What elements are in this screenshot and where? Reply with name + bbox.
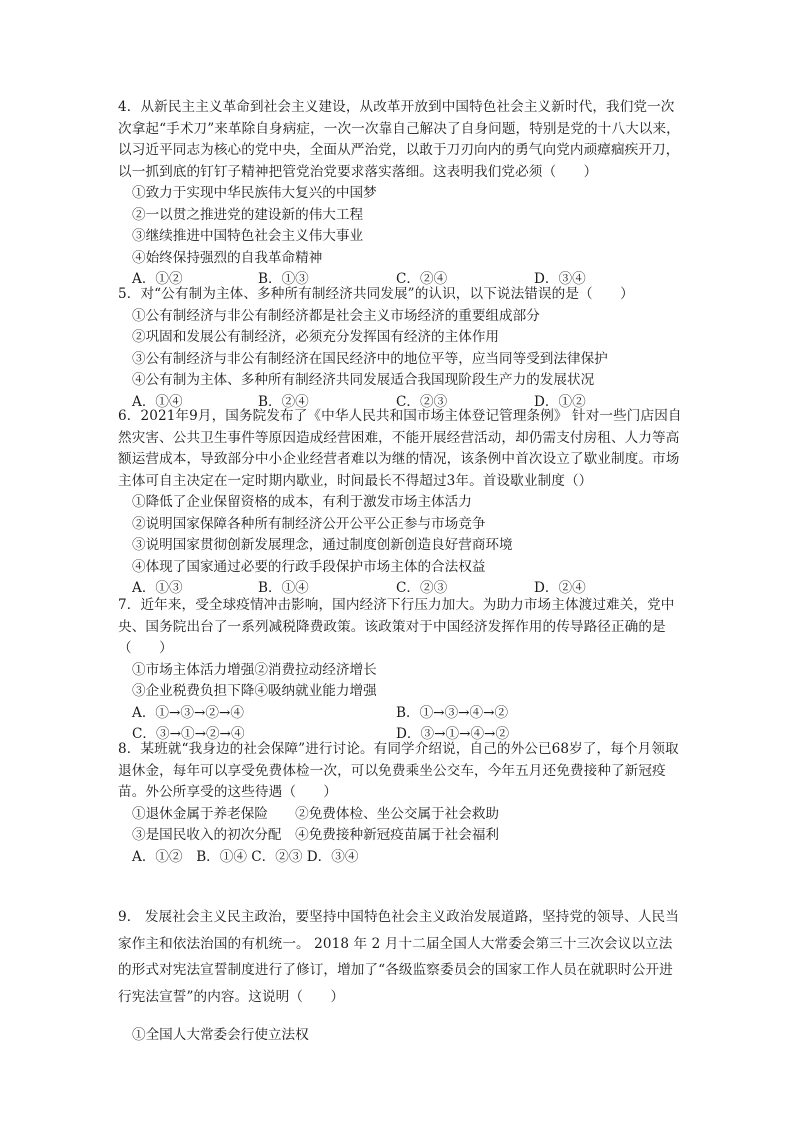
statement-item: ④体现了国家通过必要的行政手段保护市场主体的合法权益 xyxy=(132,558,486,575)
answer-options[interactable]: A．①② B．①④ C．②③ D．③④ xyxy=(132,848,359,865)
question-stem: 8．某班就“我身边的社会保障”进行讨论。有同学介绍说，自己的外公已68岁了，每个月领取退休金，每年可以享受免费体检一次，可以免费乘坐公交车，今年五月还免费接种了新冠疫苗。外公所享受的这些待遇（ ） xyxy=(118,741,679,800)
statement-item: ②巩固和发展公有制经济，必须充分发挥国有经济的主体作用 xyxy=(132,329,500,345)
option-b[interactable]: B．②④ xyxy=(258,393,309,410)
question-7 xyxy=(118,595,684,745)
answer-options xyxy=(118,703,684,724)
option-d[interactable]: D．③→①→④→② xyxy=(396,725,510,742)
question-stem: 6．2021年9月，国务院发布了《中华人民共和国市场主体登记管理条例》 针对一些门店因自然灾害、公共卫生事件等原因造成经营困难，不能开展经营活动，却仍需支付房租、人力等高额运营成本，导致部分中小企业经营者难以为继的情况，该条例中首次设立了歇业制度。市场主体可自主决定在一定时期内歇业，时间最长不得超过3年。首设歇业制度（） xyxy=(118,408,682,489)
statement-item: ①全国人大常委会行使立法权 xyxy=(132,1027,309,1043)
statement-item: ①公有制经济与非公有制经济都是社会主义市场经济的重要组成部分 xyxy=(132,307,540,324)
statement-item: ③公有制经济与非公有制经济在国民经济中的地位平等，应当同等受到法律保护 xyxy=(132,350,608,367)
question-9 xyxy=(118,904,684,1049)
option-b[interactable]: B．①→③→④→② xyxy=(396,704,509,721)
question-8 xyxy=(118,739,684,868)
question-stem: 4．从新民主主义革命到社会主义建设，从改革开放到中国特色社会主义新时代，我们党一次次拿起“手术刀”来革除自身病症，一次一次靠自己解决了自身问题，特别是党的十八大以来，以习近平同志为核心的党中央，全面从严治党，以敢于刀刃向内的勇气向党内顽瘴痼疾开刀，以一抓到底的钉钉子精神把管党治党要求落实落细。这表明我们党必须（ ） xyxy=(118,99,680,180)
option-c[interactable]: C．③→①→②→④ xyxy=(132,725,245,742)
option-a[interactable]: A．①④ xyxy=(132,393,183,410)
question-stem: 5．对“公有制为主体、多种所有制经济共同发展”的认识，以下说法错误的是（ ） xyxy=(118,286,634,302)
statement-item: ②说明国家保障各种所有制经济公开公平公正参与市场竞争 xyxy=(132,515,486,532)
option-d[interactable]: D．①② xyxy=(534,393,586,410)
option-b[interactable]: B．①④ xyxy=(258,580,309,596)
option-a[interactable]: A．①→③→②→④ xyxy=(132,704,244,721)
question-5 xyxy=(118,284,684,413)
option-a[interactable]: A．①② xyxy=(132,271,183,287)
statement-item: ②一以贯之推进党的建设新的伟大工程 xyxy=(132,206,364,223)
option-d[interactable]: D．②④ xyxy=(534,580,586,596)
statement-item: ①降低了企业保留资格的成本，有利于激发市场主体活力 xyxy=(132,494,472,510)
option-a[interactable]: A．①③ xyxy=(132,580,183,596)
question-4 xyxy=(118,97,684,291)
statement-item: ③继续推进中国特色社会主义伟大事业 xyxy=(132,228,364,244)
statement-item: ①市场主体活力增强②消费拉动经济增长 xyxy=(132,661,377,678)
option-c[interactable]: C．②③ xyxy=(396,393,448,410)
option-c[interactable]: C．②③ xyxy=(396,580,448,596)
statement-item: ①退休金属于养老保险 ②免费体检、坐公交属于社会救助 xyxy=(132,805,500,822)
statement-item: ④公有制为主体、多种所有制经济共同发展适合我国现阶段生产力的发展状况 xyxy=(132,372,595,388)
statement-item: ③是国民收入的初次分配 ④免费接种新冠疫苗属于社会福利 xyxy=(132,827,500,843)
statement-item: ①致力于实现中华民族伟大复兴的中国梦 xyxy=(132,185,377,201)
statement-item: ③说明国家贯彻创新发展理念，通过制度创新创造良好营商环境 xyxy=(132,537,513,553)
question-stem: 9． 发展社会主义民主政治，要坚持中国特色社会主义政治发展道路，坚持党的领导、人民当家作主和依法治国的有机统一。 2018 年 2 月十二届全国人大常委会第三十三次会议以立法的形式对宪法宣誓制度进行了修订，增加了“各级监察委员会的国家工作人员在就职时公开进行宪法宣誓”的内容。这说明（ ） xyxy=(118,909,679,1005)
statement-item: ④始终保持强烈的自我革命精神 xyxy=(132,249,323,266)
question-stem: 7．近年来，受全球疫情冲击影响，国内经济下行压力加大。为助力市场主体渡过难关，党中央、国务院出台了一系列减税降费政策。该政策对于中国经济发挥作用的传导路径正确的是（ ） xyxy=(118,597,675,656)
option-b[interactable]: B．①③ xyxy=(258,271,309,287)
statement-item: ③企业税费负担下降④吸纳就业能力增强 xyxy=(132,683,377,699)
question-6 xyxy=(118,406,684,600)
option-d[interactable]: D．③④ xyxy=(534,271,586,287)
option-c[interactable]: C．②④ xyxy=(396,271,448,287)
